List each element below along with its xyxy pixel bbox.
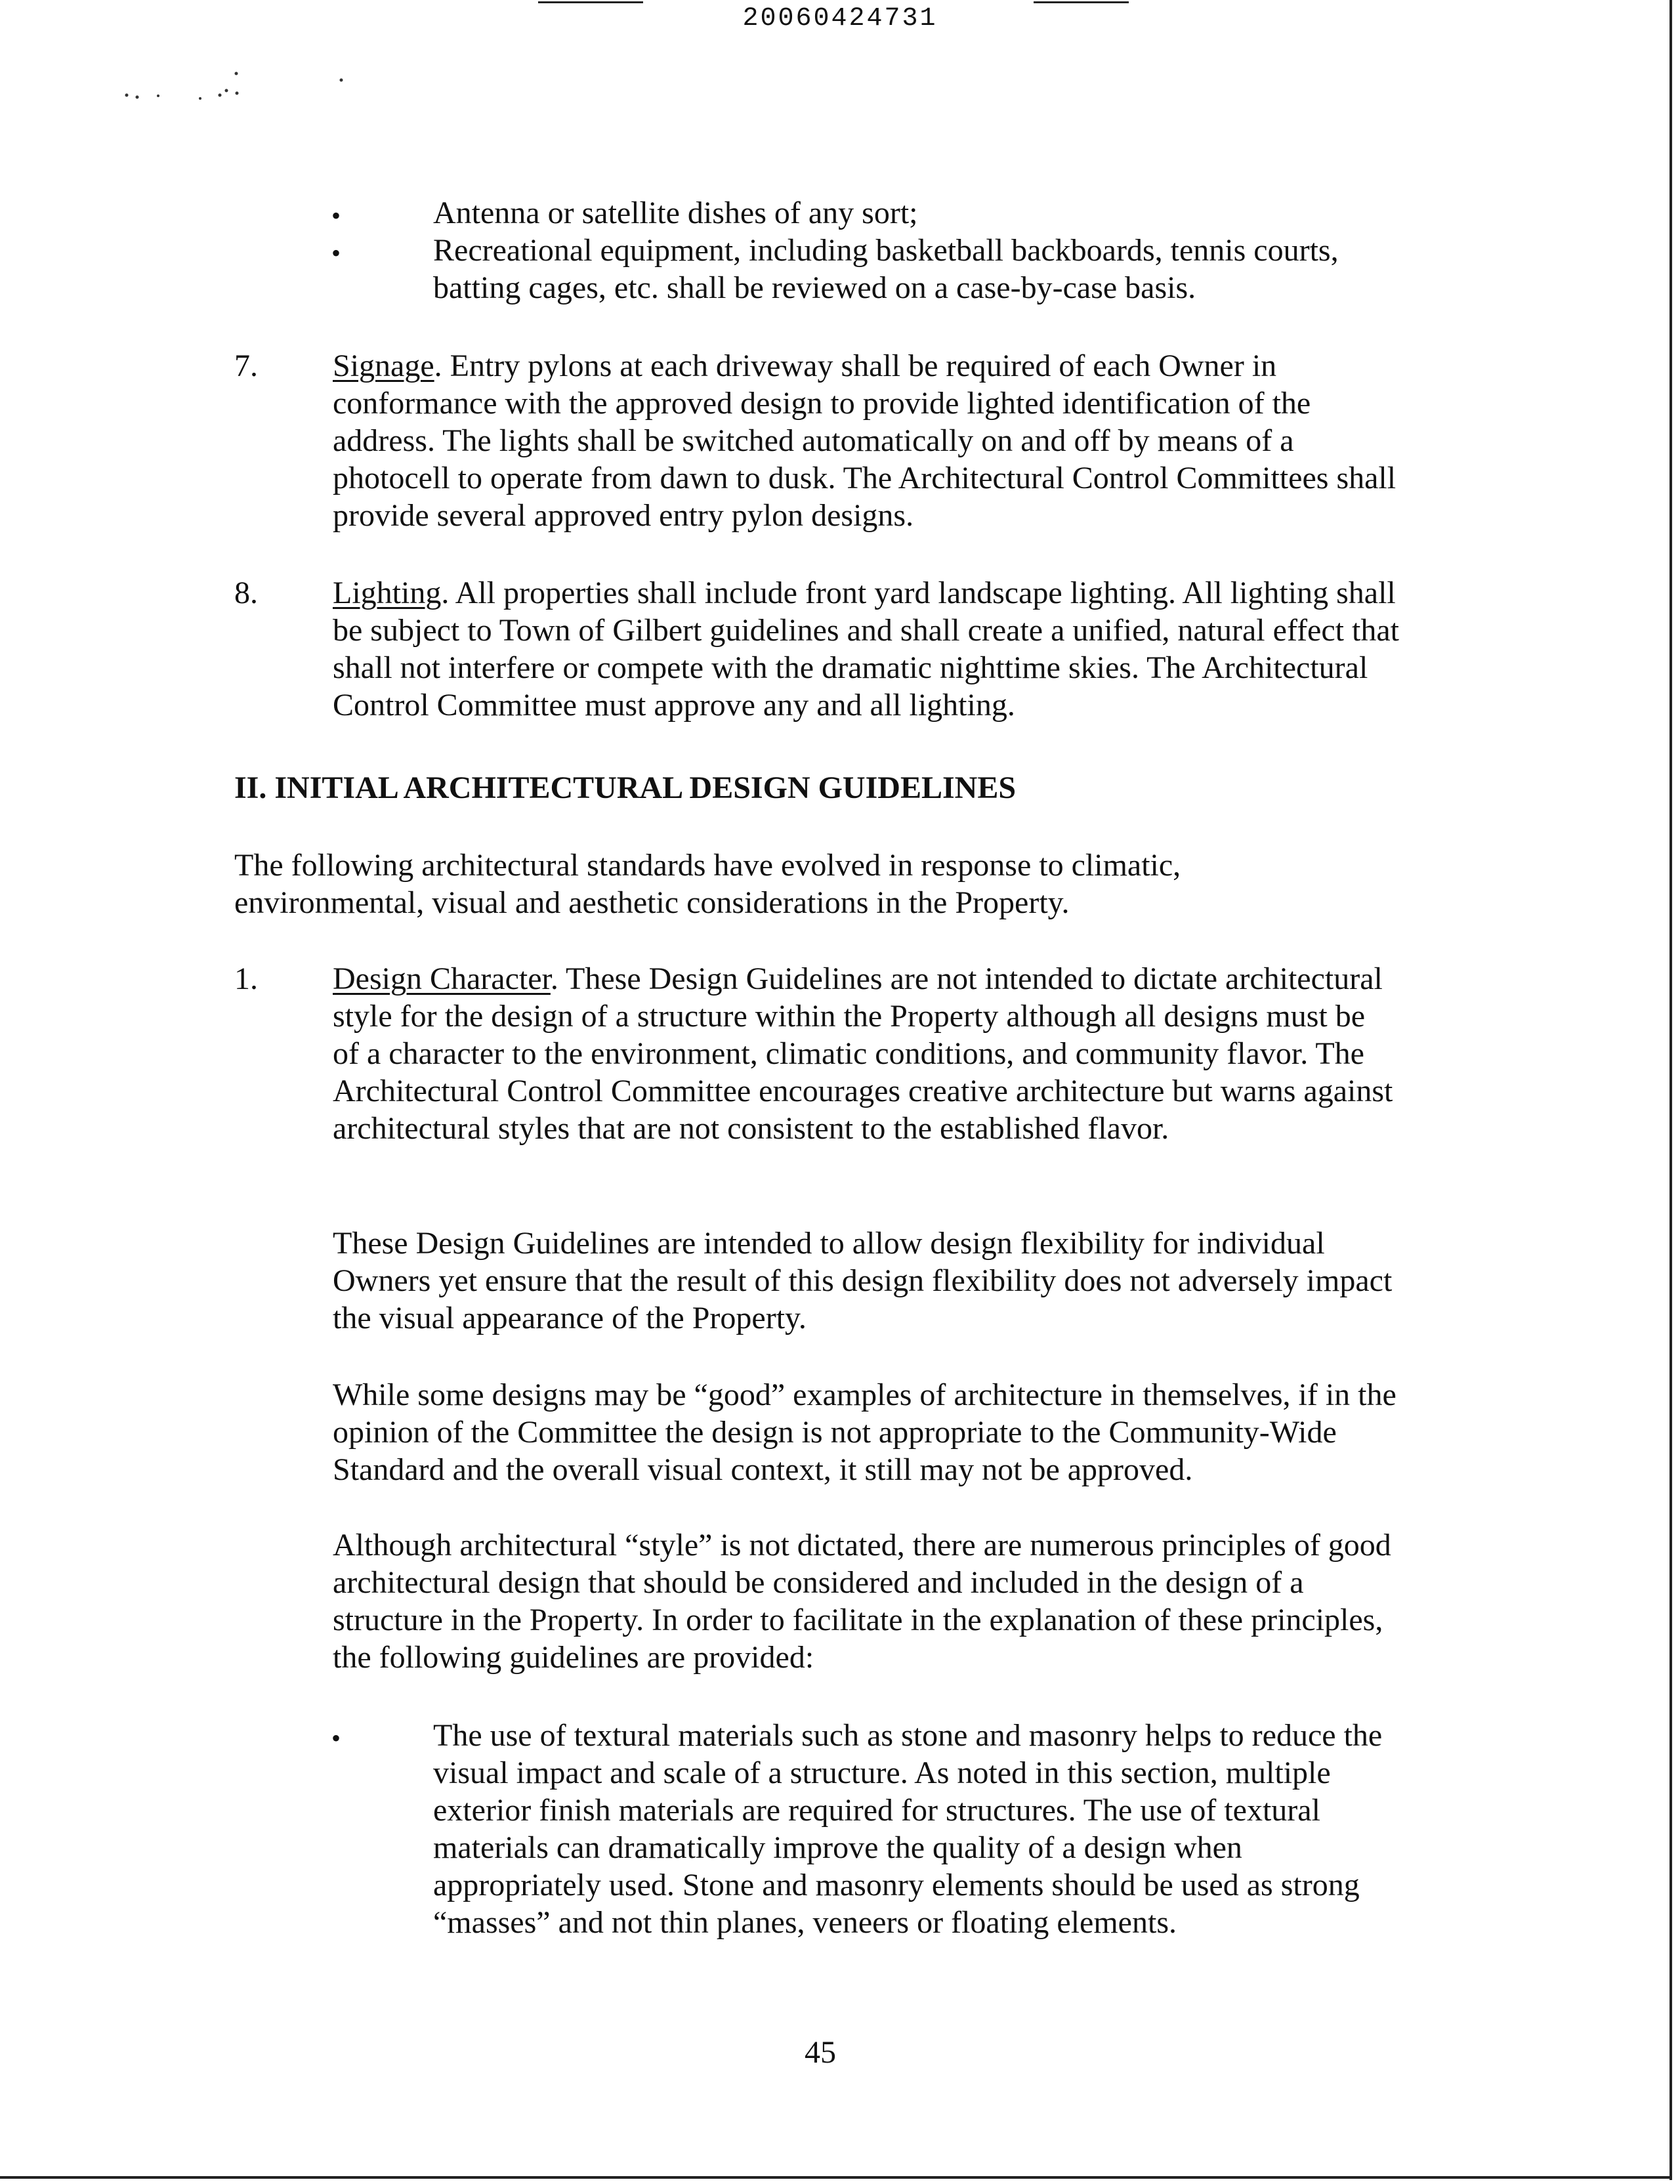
header-rule-left: [538, 1, 643, 3]
section-title: Design Character: [333, 961, 551, 996]
scan-specks: [121, 66, 345, 112]
section-number: 8.: [234, 576, 258, 610]
paragraph: While some designs may be “good” examples of architecture in themselves, if in the opinion of the Committee the design is not appropriate to the Community-Wide Standard and the overall visual context, it still may not be approved.: [333, 1377, 1396, 1487]
section-number: 1.: [234, 961, 258, 996]
section-design-character: [333, 960, 1396, 1147]
paragraph: These Design Guidelines are intended to allow design flexibility for individual Owners yet ensure that the result of this design flexibility does not adversely impact the visual appearance of the Property.: [333, 1226, 1393, 1335]
section-number: 7.: [234, 348, 258, 383]
section-signage: [333, 347, 1409, 534]
list-item: Recreational equipment, including basketball backboards, tennis courts, batting cages, etc. shall be reviewed on a case-by-case basis.: [433, 233, 1339, 305]
page-number: 45: [805, 2035, 836, 2070]
page-border-bottom: [0, 2176, 1672, 2179]
section-text: . Entry pylons at each driveway shall be required of each Owner in conformance with the approved design to provide lighted identification of the address. The lights shall be switched automatically on and off by means of a photocell to operate from dawn to dusk. The Architectural Control Committees shall provide several approved entry pylon designs.: [333, 348, 1396, 533]
section-heading: II. INITIAL ARCHITECTURAL DESIGN GUIDELINES: [234, 770, 1017, 805]
list-item: The use of textural materials such as stone and masonry helps to reduce the visual impact and scale of a structure. As noted in this section, multiple exterior finish materials are required for structures. The use of textural materials can dramatically improve the quality of a design when appropriately used. Stone and masonry elements should be used as strong “masses” and not thin planes, veneers or floating elements.: [433, 1718, 1383, 1940]
paragraph: Although architectural “style” is not dictated, there are numerous principles of good architectural design that should be considered and included in the design of a structure in the Property. In order to facilitate in the explanation of these principles, the following guidelines are provided:: [333, 1528, 1391, 1675]
header-rule-right: [1034, 1, 1129, 3]
section-text: . All properties shall include front yard landscape lighting. All lighting shall be subject to Town of Gilbert guidelines and shall create a unified, natural effect that shall not interfere or compete with the dramatic nighttime skies. The Architectural Control Committee must approve any and all lighting.: [333, 576, 1399, 723]
document-number: 20060424731: [742, 4, 938, 33]
bullet-icon: •: [331, 238, 341, 268]
page-border-right: [1670, 0, 1672, 2180]
bullet-icon: •: [331, 201, 341, 230]
section-text: . These Design Guidelines are not intended to dictate architectural style for the design of a structure within the Property although all designs must be of a character to the environment, climatic conditions, and community flavor. The Architectural Control Committee encourages creative architecture but warns against architectural styles that are not consistent to the established flavor.: [333, 961, 1393, 1146]
intro-paragraph: The following architectural standards have evolved in response to climatic, environmental, visual and aesthetic considerations in the Property.: [234, 848, 1181, 920]
section-title: Lighting: [333, 576, 442, 610]
bullet-icon: •: [331, 1723, 341, 1753]
section-title: Signage: [333, 348, 434, 383]
section-lighting: [333, 574, 1409, 724]
list-item: Antenna or satellite dishes of any sort;: [433, 196, 918, 230]
